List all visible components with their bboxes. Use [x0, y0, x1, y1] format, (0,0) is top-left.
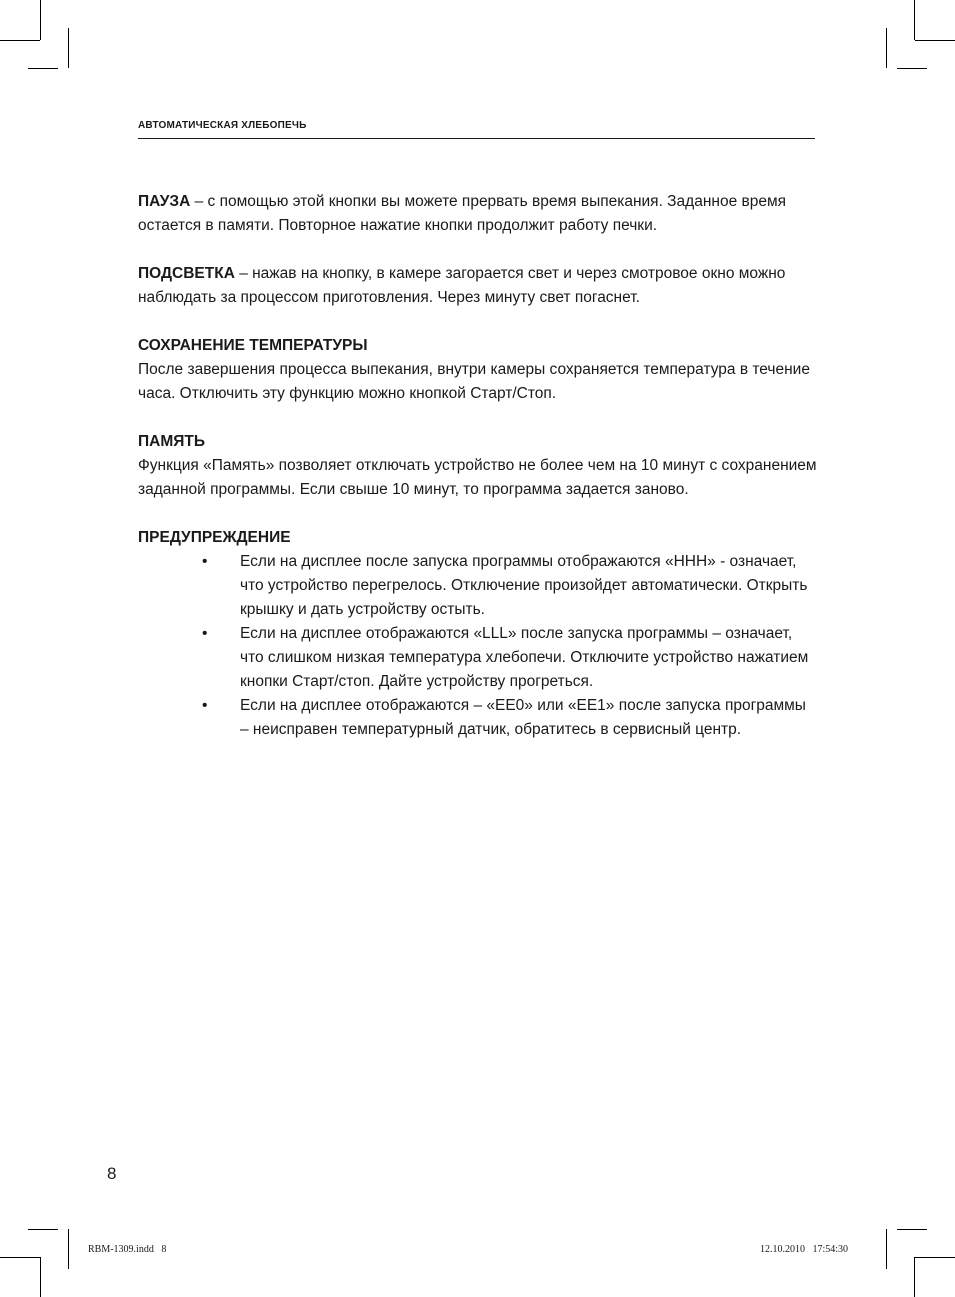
- keep-warm-title: СОХРАНЕНИЕ ТЕМПЕРАТУРЫ: [138, 337, 368, 354]
- page-content: [138, 190, 818, 742]
- crop-mark: [28, 1229, 58, 1230]
- list-item: [138, 694, 818, 742]
- crop-mark: [914, 0, 915, 40]
- crop-mark: [886, 1229, 887, 1269]
- crop-mark: [915, 40, 955, 41]
- warning-section: [138, 526, 818, 742]
- list-item-text: Если на дисплее отображаются – «EE0» или «EE1» после запуска программы – неисправен температурный датчик, обратитесь в сервисный центр.: [240, 697, 806, 738]
- crop-mark: [915, 1257, 955, 1258]
- crop-mark: [40, 0, 41, 40]
- pause-title: ПАУЗА: [138, 193, 191, 210]
- light-text: – нажав на кнопку, в камере загорается свет и через смотровое окно можно наблюдать за процессом приготовления. Через минуту свет погаснет.: [138, 265, 786, 306]
- bullet-icon: •: [202, 553, 208, 570]
- crop-mark: [897, 68, 927, 69]
- memory-paragraph: [138, 430, 818, 502]
- date-slug: 12.10.2010 17:54:30: [760, 1244, 849, 1255]
- pause-paragraph: [138, 190, 818, 238]
- crop-mark: [897, 1229, 927, 1230]
- crop-mark: [886, 28, 887, 68]
- crop-mark: [914, 1257, 915, 1297]
- file-slug: RBM-1309.indd 8: [88, 1244, 167, 1255]
- list-item: [138, 622, 818, 694]
- list-item-text: Если на дисплее отображаются «LLL» после запуска программы – означает, что слишком низкая температура хлебопечи. Отключите устройство нажатием кнопки Старт/стоп. Дайте устройству прогреться.: [240, 625, 809, 690]
- memory-title: ПАМЯТЬ: [138, 433, 205, 450]
- list-item-text: Если на дисплее после запуска программы отображаются «HHH» - означает, что устройство перегрелось. Отключение произойдет автоматически. Открыть крышку и дать устройству остыть.: [240, 553, 808, 618]
- crop-mark: [68, 1229, 69, 1269]
- header-rule: [138, 138, 815, 139]
- crop-mark: [68, 28, 69, 68]
- warning-list: [138, 550, 818, 742]
- crop-mark: [40, 1257, 41, 1297]
- list-item: [138, 550, 818, 622]
- memory-text: Функция «Память» позволяет отключать устройство не более чем на 10 минут с сохранением заданной программы. Если свыше 10 минут, то программа задается заново.: [138, 457, 817, 498]
- page-number: 8: [107, 1164, 117, 1183]
- bullet-icon: •: [202, 697, 208, 714]
- crop-mark: [0, 1257, 40, 1258]
- light-title: ПОДСВЕТКА: [138, 265, 235, 282]
- light-paragraph: [138, 262, 818, 310]
- pause-text: – с помощью этой кнопки вы можете прервать время выпекания. Заданное время остается в памяти. Повторное нажатие кнопки продолжит работу печки.: [138, 193, 787, 234]
- warning-title: ПРЕДУПРЕЖДЕНИЕ: [138, 529, 291, 546]
- crop-mark: [0, 40, 40, 41]
- bullet-icon: •: [202, 625, 208, 642]
- keep-warm-paragraph: [138, 334, 818, 406]
- crop-mark: [28, 68, 58, 69]
- running-head: АВТОМАТИЧЕСКАЯ ХЛЕБОПЕЧЬ: [138, 120, 307, 131]
- keep-warm-text: После завершения процесса выпекания, внутри камеры сохраняется температура в течение часа. Отключить эту функцию можно кнопкой Старт/Стоп.: [138, 361, 810, 402]
